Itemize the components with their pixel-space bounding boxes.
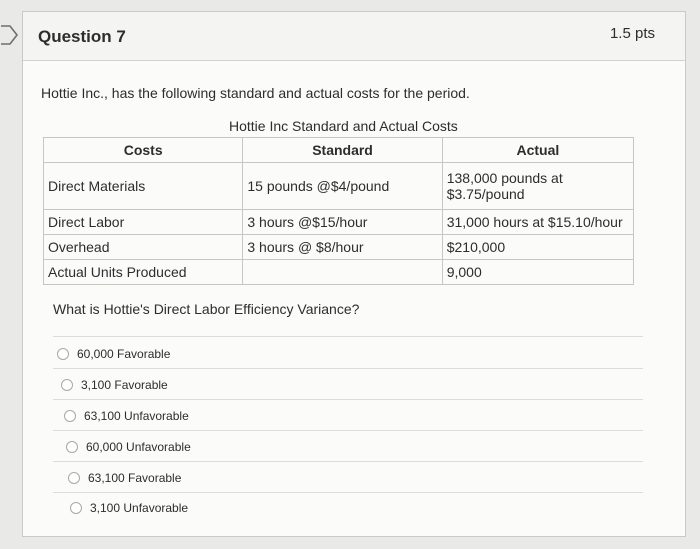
answer-option[interactable] (66, 438, 191, 456)
column-header-costs: Costs (44, 138, 243, 163)
costs-table (43, 137, 634, 285)
question-title: Question 7 (38, 27, 126, 46)
question-card (22, 11, 686, 537)
cost-cell: Actual Units Produced (44, 260, 243, 285)
cost-cell: Direct Materials (44, 163, 243, 210)
column-header-actual: Actual (442, 138, 633, 163)
table-caption: Hottie Inc Standard and Actual Costs (229, 118, 458, 134)
table-row (44, 163, 634, 210)
divider (53, 399, 643, 400)
actual-cell-line: 138,000 pounds at (446, 170, 563, 186)
radio-button[interactable] (57, 348, 69, 360)
divider (53, 368, 643, 369)
question-points: 1.5 pts (609, 25, 655, 42)
question-header (23, 12, 685, 61)
actual-cell: 9,000 (442, 260, 633, 285)
question-prompt: Hottie Inc., has the following standard and actual costs for the period. (41, 85, 470, 101)
question-arrow-icon (0, 24, 18, 46)
divider (53, 461, 643, 462)
table-header-row (44, 138, 634, 163)
answer-option[interactable] (57, 345, 170, 363)
sub-question: What is Hottie's Direct Labor Efficiency Variance? (53, 301, 360, 317)
standard-cell: 3 hours @ $8/hour (243, 235, 442, 260)
table-row (44, 260, 634, 285)
divider (53, 336, 643, 337)
radio-button[interactable] (61, 379, 73, 391)
actual-cell: 31,000 hours at $15.10/hour (442, 210, 633, 235)
actual-cell-line: $3.75/pound (446, 186, 525, 202)
radio-button[interactable] (66, 441, 78, 453)
answer-option[interactable] (68, 469, 181, 487)
table-row (44, 235, 634, 260)
cost-cell: Overhead (44, 235, 243, 260)
answer-option-label: 3,100 Favorable (81, 378, 168, 392)
answer-option-label: 63,100 Favorable (88, 471, 182, 485)
answer-option-label: 60,000 Unfavorable (86, 440, 191, 454)
answer-option[interactable] (61, 376, 168, 394)
standard-cell (243, 260, 442, 285)
divider (53, 430, 643, 431)
radio-button[interactable] (68, 472, 80, 484)
standard-cell: 3 hours @$15/hour (243, 210, 442, 235)
answer-option-label: 60,000 Favorable (77, 347, 171, 361)
column-header-standard: Standard (243, 138, 442, 163)
cost-cell: Direct Labor (44, 210, 243, 235)
divider (53, 492, 643, 493)
radio-button[interactable] (64, 410, 76, 422)
radio-button[interactable] (70, 502, 82, 514)
table-row (44, 210, 634, 235)
answer-option-label: 3,100 Unfavorable (90, 501, 189, 515)
standard-cell: 15 pounds @$4/pound (243, 163, 442, 210)
actual-cell: $210,000 (442, 235, 633, 260)
answer-option[interactable] (64, 407, 189, 425)
actual-cell (442, 163, 633, 210)
answer-option-label: 63,100 Unfavorable (84, 409, 189, 423)
answer-option[interactable] (70, 499, 188, 517)
